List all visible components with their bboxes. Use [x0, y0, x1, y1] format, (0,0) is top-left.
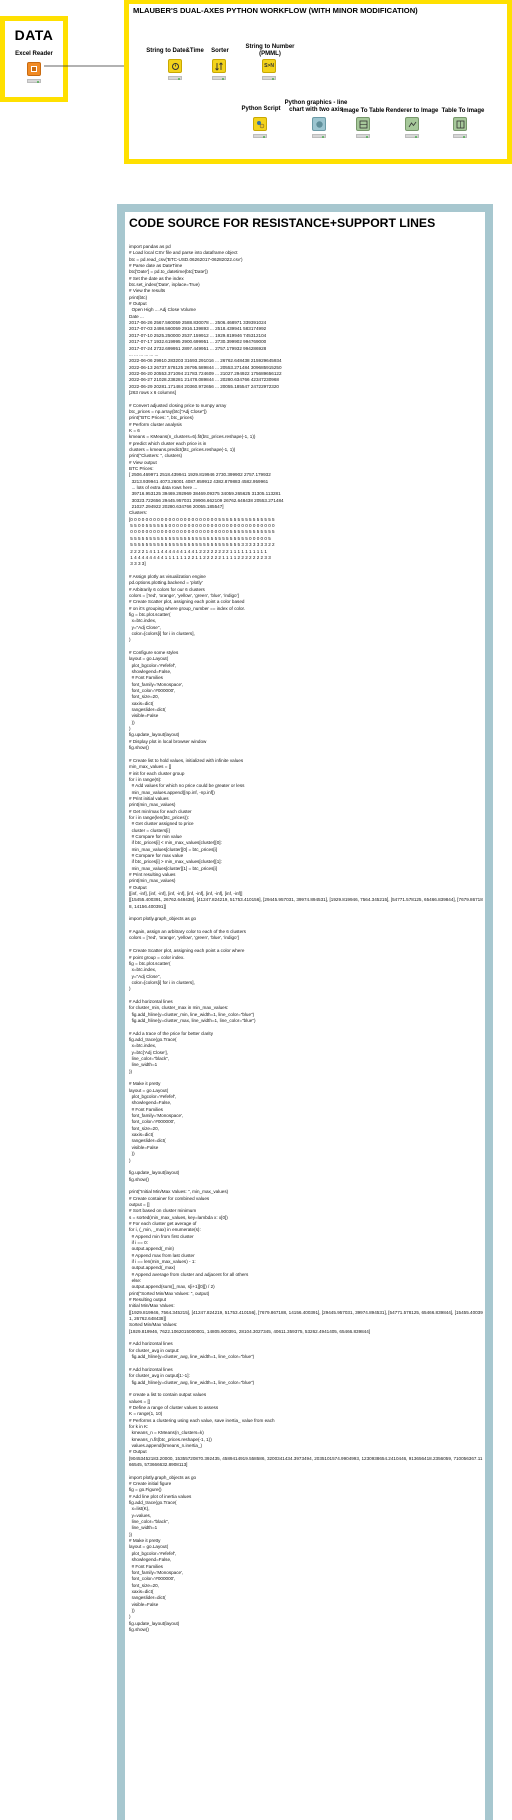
- code-line: values.append(kmeans_n.inertia_): [129, 1442, 203, 1448]
- code-line: fig.show(): [129, 1176, 149, 1182]
- code-line: min_max_values.append([np.inf, -np.inf]): [129, 789, 215, 795]
- code-line: # Resulting output: [129, 1297, 167, 1303]
- image-to-table-icon[interactable]: [356, 117, 370, 131]
- code-line: # Make it pretty: [129, 1538, 161, 1544]
- code-line: 2017-07-03 2498.560059 2916.139893 ... 2518.439941 583174992: [129, 326, 267, 332]
- code-line: color=[colors[i] for i in clusters],: [129, 979, 195, 985]
- code-line: line_color="black",: [129, 1519, 170, 1525]
- code-line: kmeans_n = KMeans(n_clusters=k): [129, 1430, 204, 1436]
- code-line: [[inf, -inf], [inf, -inf], [inf, -inf], [inf, -inf], [inf, -inf], [inf, -inf]]: [129, 891, 243, 897]
- node-label-sorter: Sorter: [211, 48, 229, 54]
- code-line: 2022-06-06 29910.283203 31693.291016 ... 26762.648438 215929645934: [129, 358, 282, 364]
- code-line: # Add horizontal lines: [129, 1341, 173, 1347]
- renderer-to-image-icon[interactable]: [405, 117, 419, 131]
- code-line: 1 4 4 4 4 4 4 4 4 1 1 1 1 1 1 2 2 1 1 2 2 2 2 2 1 1 1 1 2 2 2 2 2 2 2 3 3: [129, 554, 271, 560]
- code-line: 2022-06-27 21028.238281 21478.089844 ... 20280.634766 42347230968: [129, 377, 279, 383]
- code-line: colors = ['red', 'orange', 'yellow', 'green', 'blue', 'indigo']: [129, 592, 239, 598]
- code-line: 0 0 0 0 0 0 0 0 0 0 0 0 0 0 0 0 0 0 0 0 0 0 0 0 0 0 5 5 5 5 5 5 5 5 5 5 5 5: [129, 529, 275, 535]
- code-line: # Get cluster assigned to price: [129, 821, 194, 827]
- code-line: showlegend=False,: [129, 1100, 172, 1106]
- code-line: # Create Scatter plot, assigning each point a color based: [129, 599, 245, 605]
- node-label-excel-reader: Excel Reader: [15, 51, 53, 57]
- code-line: output.append(_min): [129, 1246, 174, 1252]
- code-line: Initial Min/Max Values:: [129, 1303, 175, 1309]
- code-line: min_max_values[cluster][0] = btc_prices[i]: [129, 846, 217, 852]
- node-label-renderer-to-image: Renderer to Image: [385, 108, 439, 114]
- code-line: # Get min/max for each cluster: [129, 808, 192, 814]
- node-label-python-graphics: Python graphics - line chart with two axis: [284, 100, 348, 113]
- code-line: # Set the date as the index: [129, 275, 184, 281]
- node-status-sorter: [212, 76, 226, 80]
- code-line: plot_bgcolor='#efefef',: [129, 1094, 177, 1100]
- python-graphics-icon[interactable]: [312, 117, 326, 131]
- code-line: # Again, assign an arbitrary color to each of the 6 clusters: [129, 929, 246, 935]
- code-line: # Assign plotly as visualization engine: [129, 573, 206, 579]
- code-line: print(min_max_values): [129, 802, 176, 808]
- code-line: fig.add_trace(go.Trace(: [129, 1500, 177, 1506]
- code-line: fig.add_hline(y=cluster_avg, line_width=1, line_color="blue"): [129, 1354, 255, 1360]
- code-line: xaxis=dict(: [129, 1588, 154, 1594]
- code-line: # Make it pretty: [129, 1081, 161, 1087]
- code-line: )): [129, 1068, 133, 1074]
- code-line: [263 rows x 6 columns]: [129, 389, 176, 395]
- code-line: fig.add_hline(y=cluster_min, line_width=1, line_color="blue"): [129, 1011, 255, 1017]
- code-line: [ 2506.469971 2518.439941 1929.819946 2730.399902 2757.179932: [129, 472, 271, 478]
- code-line: # Display plot in local browser window: [129, 738, 207, 744]
- code-line: 3213.939941 4073.26001 4087.659912 4382.879883 4582.959961: [129, 478, 269, 484]
- code-line: ): [129, 1614, 131, 1620]
- code-line: # Print initial values: [129, 795, 169, 801]
- code-line: BTC Prices:: [129, 466, 154, 472]
- code-line: 2017-06-26 2567.560059 2588.830078 ... 2506.468971 339391024: [129, 320, 267, 326]
- code-line: 2 2 2 2 1 4 1 1 4 4 4 4 4 4 1 4 4 1 2 2 2 2 2 2 2 2 1 1 1 1 1 1 1 1 1 1: [129, 548, 267, 554]
- code-line: for i in range(6):: [129, 776, 162, 782]
- code-line: print(min_max_values): [129, 878, 176, 884]
- code-line: plot_bgcolor='#efefef',: [129, 1550, 177, 1556]
- code-line: btc['Date'] = pd.to_datetime(btc['Date']): [129, 269, 208, 275]
- code-line: import pandas as pd: [129, 244, 171, 249]
- node-status-python-script: [253, 134, 267, 138]
- code-line: for cluster_min, cluster_max in min_max_values:: [129, 1005, 229, 1011]
- code-line: y=btc['Adj Close'],: [129, 1049, 168, 1055]
- code-line: 30323.722656 29445.957031 29906.662109 26762.648438 20553.271484: [129, 497, 284, 503]
- code-line: line_color="black",: [129, 1056, 170, 1061]
- code-source-body: [129, 244, 485, 1633]
- code-line: # Sort based on cluster minimum: [129, 1208, 197, 1214]
- code-line: btc_prices = np.array(btc["Adj Close"]): [129, 408, 207, 414]
- code-line: y="Adj Close",: [129, 624, 161, 630]
- code-line: fig.update_layout(layout): [129, 732, 180, 738]
- code-line: if btc_prices[i] < min_max_values[cluster][0]:: [129, 840, 222, 846]
- code-line: visible=False: [129, 1144, 159, 1150]
- code-line: print(btc): [129, 294, 148, 300]
- code-line: # View output: [129, 459, 157, 465]
- code-line: # Parse date as DateTime: [129, 263, 183, 269]
- node-label-string-to-datetime: String to Date&Time: [146, 48, 204, 54]
- code-line: colors = ['red', 'orange', 'yellow', 'green', 'blue', 'indigo']: [129, 935, 239, 941]
- code-line: 39716.953125 39469.292969 38469.09375 34059.265625 31305.113281: [129, 491, 281, 497]
- code-line: )): [129, 1607, 135, 1613]
- code-line: color=[colors[i] for i in clusters],: [129, 630, 195, 636]
- code-line: 5 5 5 5 5 5 5 5 5 5 5 5 5 5 5 5 5 5 5 5 5 5 5 5 5 5 5 5 5 3 3 3 3 3 3 3 2 2: [129, 542, 275, 548]
- code-line: cluster = clusters[i]: [129, 827, 170, 833]
- code-line: fig.update_layout(layout): [129, 1620, 180, 1626]
- code-line: visible=False: [129, 713, 159, 719]
- code-line: # Create container for combined values: [129, 1195, 210, 1201]
- code-line: # Create initial figure: [129, 1481, 172, 1487]
- code-line: )): [129, 1531, 133, 1537]
- code-line: if btc_prices[i] > min_max_values[cluster][1]:: [129, 859, 222, 865]
- code-line: # For each cluster get average of: [129, 1220, 197, 1226]
- code-line: 21027.294922 20280.634766 20055.185547]: [129, 504, 224, 510]
- code-line: showlegend=False,: [129, 1557, 172, 1563]
- code-line: 2017-07-17 1932.619995 2900.699951 ... 2730.399902 994769000: [129, 339, 267, 345]
- node-status-table-to-image: [453, 134, 467, 138]
- code-line: ): [129, 986, 131, 992]
- code-line: )): [129, 719, 135, 725]
- code-line: x=btc.index,: [129, 967, 157, 973]
- code-line: # Create Scatter plot, assigning each point a color where: [129, 948, 245, 954]
- code-line: # Output: [129, 301, 147, 307]
- code-line: font_size=20,: [129, 1125, 160, 1131]
- code-line: s = sorted(min_max_values, key=lambda x: x[0]): [129, 1214, 228, 1220]
- code-line: fig.add_hline(y=cluster_max, line_width=1, line_color="blue"): [129, 1017, 256, 1023]
- code-line: 2022-06-20 20553.371094 21783.724609 ... 21027.294922 175689656122: [129, 370, 282, 376]
- code-line: # Add horizontal lines: [129, 1366, 173, 1372]
- code-line: 5 5 0 0 5 5 5 5 5 5 0 0 0 0 0 0 0 0 0 0 0 0 0 0 0 0 0 0 0 0 0 0 0 0 0 0 0 0: [129, 523, 275, 529]
- code-line: # init for each cluster group: [129, 770, 185, 776]
- string-to-datetime-icon[interactable]: [168, 59, 182, 73]
- code-line: ): [129, 726, 131, 732]
- code-line: Open High ... Adj Close Volume: [129, 307, 196, 313]
- code-line: layout = go.Layout(: [129, 656, 169, 662]
- code-line: # Print resulting values: [129, 872, 176, 878]
- code-line: fig = btc.plot.scatter(: [129, 611, 171, 617]
- code-line: # Font Families: [129, 1106, 163, 1112]
- code-line: btc = pd.read_csv('BTC-USD.06262017-06282022.csv'): [129, 256, 243, 262]
- code-line: # Load local CSV file and parse into dataframe object: [129, 250, 238, 256]
- workflow-title: MLAUBER'S DUAL-AXES PYTHON WORKFLOW (WITH MINOR MODIFICATION): [133, 6, 418, 15]
- sorter-icon[interactable]: [212, 59, 226, 73]
- code-line: 2022-06-13 26737.578125 26795.589844 ... 20553.271484 309685915250: [129, 364, 282, 370]
- code-line: ... lots of extra data rows here ...: [129, 485, 198, 491]
- code-line: K = range(1, 10): [129, 1411, 163, 1417]
- code-line: # Output: [129, 1449, 147, 1455]
- code-line: # Font Families: [129, 675, 163, 681]
- code-line: # Performs a clustering using each value, save inertia_ value from each: [129, 1417, 275, 1423]
- code-line: [[1929.819946, 7564.345215], [41247.824219, 51753.410156], [7679.867188, 14156.400391], [29445.957031, 39974.894531], [54771.578125, 65466.839844], [15455.400391, 26762.648438]]: [129, 1309, 483, 1322]
- code-line: font_color='#000000',: [129, 1119, 176, 1125]
- code-line: layout = go.Layout(: [129, 1087, 169, 1093]
- code-line: # create a list to contain output values: [129, 1392, 207, 1398]
- code-line: x=btc.index,: [129, 618, 157, 624]
- code-line: min_max_values = []: [129, 764, 172, 770]
- code-source-title: CODE SOURCE FOR RESISTANCE+SUPPORT LINES: [129, 216, 436, 230]
- code-line: line_width=1: [129, 1062, 158, 1068]
- code-line: fig.show(): [129, 1626, 149, 1632]
- code-line: fig = btc.plot.scatter(: [129, 960, 171, 966]
- code-line: K = 6: [129, 427, 140, 433]
- code-line: Date ...: [129, 313, 144, 319]
- code-line: kmeans = KMeans(n_clusters=6).fit(btc_prices.reshape(-1, 1)): [129, 434, 256, 440]
- code-line: # Append average from cluster and adjacent for all others: [129, 1271, 249, 1277]
- code-line: # Output: [129, 884, 147, 890]
- node-label-image-to-table: Image To Table: [341, 108, 385, 114]
- node-label-table-to-image: Table To Image: [441, 108, 485, 114]
- code-line: visible=False: [129, 1601, 159, 1607]
- code-line: ): [129, 1157, 131, 1163]
- code-line: # Append max from last cluster: [129, 1252, 195, 1258]
- code-line: rangeslider=dict(: [129, 707, 166, 713]
- code-line: Clusters:: [129, 510, 148, 516]
- code-line: x=list(K),: [129, 1506, 150, 1512]
- code-line: clusters = kmeans.predict(btc_prices.reshape(-1, 1)): [129, 447, 236, 452]
- code-line: # Configure some styles: [129, 650, 179, 655]
- code-line: 2022-06-29 20281.171484 20360.972656 ... 20055.185547 24722972320: [129, 383, 279, 389]
- code-line: import plotly.graph_objects as go: [129, 916, 197, 922]
- code-line: print("Initial Min/Max Values: ", min_max_values): [129, 1189, 229, 1195]
- code-line: print("BTC Prices: ", btc_prices): [129, 415, 194, 421]
- code-line: for i, (_min, _max) in enumerate(s):: [129, 1227, 201, 1233]
- code-line: print("Sorted Min/Max Values: ", output): [129, 1290, 210, 1296]
- code-line: values = []: [129, 1398, 151, 1404]
- code-line: # Add values for which no price could be greater or less: [129, 783, 245, 789]
- code-line: # Define a range of cluster values to assess: [129, 1404, 219, 1410]
- code-line: min_max_values[cluster][1] = btc_prices[i]: [129, 865, 217, 871]
- code-line: for i in range(len(btc_prices)):: [129, 814, 189, 820]
- node-status-image-to-table: [356, 134, 370, 138]
- code-line: # Add line plot of inertia values: [129, 1493, 192, 1499]
- code-line: xaxis=dict(: [129, 1132, 154, 1138]
- code-line: # View the results: [129, 288, 166, 294]
- code-line: ... ... ... ... ... ...: [129, 351, 159, 357]
- code-line: font_family='Monospace',: [129, 681, 184, 687]
- node-status-string-to-number: [262, 76, 276, 80]
- code-line: fig.add_trace(go.Trace(: [129, 1036, 177, 1042]
- code-line: import plotly.graph_objects as go: [129, 1474, 197, 1480]
- code-line: output = []: [129, 1201, 150, 1207]
- code-line: # Compare for min value: [129, 833, 182, 839]
- table-to-image-icon[interactable]: [453, 117, 467, 131]
- code-line: [[15455.400391, 26762.648438], [41247.824219, 51753.410156], [29445.957031, 39974.894531], [1929.819946, 7564.345215], [54771.578125, 65466.839844], [7679.867188, 14156.400391]]: [129, 897, 483, 909]
- code-line: ): [129, 637, 131, 643]
- code-line: 2017-07-10 2525.250000 2537.159912 ... 1929.819946 745312104: [129, 332, 267, 338]
- code-line: fig.show(): [129, 745, 149, 751]
- code-line: fig.update_layout(layout): [129, 1170, 180, 1176]
- code-line: # Create list to hold values, initialized with infinite values: [129, 757, 244, 763]
- code-line: else:: [129, 1278, 142, 1284]
- code-line: showlegend=False,: [129, 669, 172, 675]
- code-line: pd.options.plotting.backend = 'plotly': [129, 580, 203, 586]
- node-status-string-to-datetime: [168, 76, 182, 80]
- code-line: # Append min from first cluster: [129, 1233, 194, 1239]
- data-annotation-title: DATA: [14, 27, 54, 43]
- code-line: [1929.819946, 7622.1062015000001, 14805.900391, 28104.3027345, 40611.359375, 53262.4941405, 65466.839844]: [129, 1328, 371, 1334]
- code-line: line_width=1: [129, 1525, 158, 1531]
- code-line: Sorted Min/Max Values:: [129, 1322, 178, 1328]
- workflow-annotation-box: [124, 0, 512, 164]
- code-line: y=values,: [129, 1512, 152, 1518]
- code-line: 2017-07-24 2732.699951 2897.449951 ... 2757.179932 994286928: [129, 345, 267, 351]
- node-label-string-to-number: String to Number (PMML): [245, 44, 295, 57]
- code-line: font_color='#000000',: [129, 1576, 176, 1582]
- code-line: plot_bgcolor='#efefef',: [129, 662, 177, 668]
- code-line: for cluster_avg in output[1:-1]:: [129, 1373, 190, 1379]
- code-line: rangeslider=dict(: [129, 1138, 166, 1144]
- code-line: font_family='Monospace',: [129, 1569, 184, 1575]
- code-line: [0 0 0 0 0 0 0 0 0 0 0 0 0 0 0 0 0 0 0 0 0 0 0 5 5 5 5 5 5 5 5 5 5 5 5 5 5 5: [129, 516, 275, 522]
- node-label-python-script: Python Script: [241, 106, 281, 112]
- code-line: layout = go.Layout(: [129, 1544, 169, 1550]
- code-line: font_size=20,: [129, 694, 160, 700]
- code-line: fig = go.Figure(): [129, 1487, 162, 1493]
- code-line: 3 3 3 3]: [129, 561, 146, 567]
- code-line: y="Adj Close",: [129, 973, 161, 979]
- node-status-renderer-to-image: [405, 134, 419, 138]
- code-line: output.append(sum([_max, s[i+1][0]]) / 2): [129, 1284, 215, 1290]
- code-line: # Arbitrarily 6 colors for our 6 clusters: [129, 586, 205, 592]
- code-line: for cluster_avg in output:: [129, 1347, 180, 1353]
- code-line: if i == 0:: [129, 1239, 148, 1245]
- code-line: if i == len(min_max_values) - 1:: [129, 1259, 196, 1264]
- code-line: font_family='Monospace',: [129, 1113, 184, 1119]
- python-script-icon[interactable]: [253, 117, 267, 131]
- code-line: # predict which cluster each price is in: [129, 440, 207, 446]
- code-source-panel: [117, 204, 493, 1820]
- code-line: print("Clusters: ", clusters): [129, 453, 183, 459]
- code-line: # Add horizontal lines: [129, 998, 173, 1004]
- code-line: 5 5 5 5 5 5 5 5 5 5 5 5 5 5 5 5 5 5 5 5 5 5 5 5 5 5 5 5 5 5 5 0 0 0 0 0 5: [129, 535, 271, 541]
- code-line: fig.add_hline(y=cluster_avg, line_width=1, line_color="blue"): [129, 1379, 255, 1385]
- code-line: xaxis=dict(: [129, 700, 154, 706]
- code-line: # point group = color index.: [129, 954, 185, 960]
- string-to-number-icon[interactable]: S>N: [262, 59, 276, 73]
- code-line: )): [129, 1151, 135, 1157]
- node-status-python-graphics: [312, 134, 326, 138]
- code-line: kmeans_n.fit(btc_prices.reshape(-1, 1)): [129, 1436, 212, 1442]
- code-line: font_size=20,: [129, 1582, 160, 1588]
- code-line: output.append(_max): [129, 1265, 176, 1271]
- code-line: font_color='#000000',: [129, 688, 176, 694]
- code-line: # on it's grouping where group_number == index of color.: [129, 605, 246, 611]
- code-line: # Compare for max value: [129, 853, 184, 858]
- code-line: btc.set_index('Date', inplace=True): [129, 282, 200, 288]
- code-line: [90453452183.20000, 15355720870.392435, 4589414919.558586, 3200341434.3973494, 2035101574.9904993, 1230938654.2410446, 913656418.2356059, 710056367.1166545, 573666632.8908113]: [129, 1455, 483, 1467]
- code-line: x=btc.index,: [129, 1043, 157, 1049]
- code-line: rangeslider=dict(: [129, 1595, 166, 1601]
- code-line: # Add a trace of the price for better clarity: [129, 1030, 214, 1036]
- code-line: # Perform cluster analysis: [129, 421, 182, 427]
- code-line: # Font Families: [129, 1563, 163, 1569]
- code-line: # Convert adjusted closing price to numpy array: [129, 402, 227, 408]
- code-line: for k in K:: [129, 1423, 149, 1429]
